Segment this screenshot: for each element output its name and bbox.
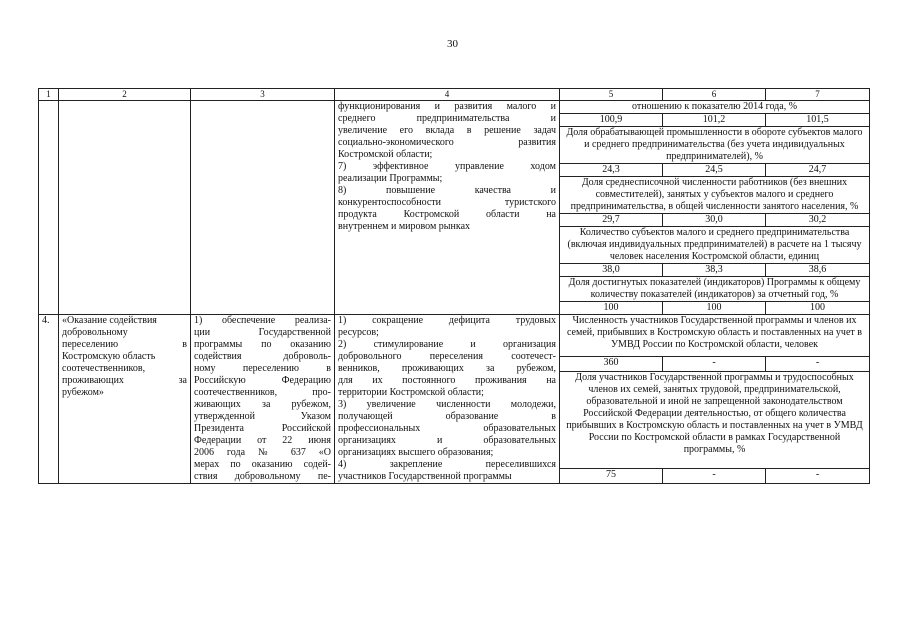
indicator-value: 30,0 xyxy=(663,214,766,227)
indicator-value: - xyxy=(766,357,870,372)
task-line: функционирования и развития малого и xyxy=(338,101,556,112)
task-line: продукта Костромской области на xyxy=(338,209,556,220)
indicator-value: 75 xyxy=(560,469,663,484)
indicator-value: 101,2 xyxy=(663,114,766,127)
subprogram-line: проживающих за xyxy=(62,375,187,386)
col-number: 5 xyxy=(560,89,663,101)
col-number: 7 xyxy=(766,89,870,101)
indicator-value: 100 xyxy=(663,302,766,315)
row-number-cell: 4. xyxy=(39,315,59,484)
goal-line: Федерации от 22 июня xyxy=(194,435,331,446)
indicator-value: - xyxy=(663,469,766,484)
goal-line: ствия добровольному пе- xyxy=(194,471,331,482)
task-line: внутреннем и мировом рынках xyxy=(338,221,471,232)
indicator-label: Доля обрабатывающей промышленности в обороте субъектов малого и среднего предпринимательства (без учета индивидуальных предпринимателей), % xyxy=(560,127,870,164)
indicator-value: 30,2 xyxy=(766,214,870,227)
indicator-value: 100,9 xyxy=(560,114,663,127)
goal-line: соотечественников, про- xyxy=(194,387,331,398)
indicator-label: Доля достигнутых показателей (индикаторов) Программы к общему количеству показателей (индикаторов) за отчетный год, % xyxy=(560,277,870,302)
row-number-cell xyxy=(39,101,59,315)
indicator-value: 100 xyxy=(766,302,870,315)
task-line: для их постоянного проживания на xyxy=(338,375,556,386)
program-table xyxy=(38,88,870,484)
task-line: 4) закрепление переселившихся xyxy=(338,459,556,470)
subprogram-name-cell xyxy=(59,315,191,484)
table-row xyxy=(39,101,870,114)
task-line: организациях высшего образования; xyxy=(338,447,494,458)
goal-cell xyxy=(191,315,335,484)
task-line: 8) повышение качества и xyxy=(338,185,556,196)
col-number: 3 xyxy=(191,89,335,101)
indicator-value: 101,5 xyxy=(766,114,870,127)
task-line: 2) стимулирование и организация xyxy=(338,339,556,350)
page-number: 30 xyxy=(447,38,458,50)
task-line: добровольного переселения соотечест- xyxy=(338,351,556,362)
goal-line: мерах по оказанию содей- xyxy=(194,459,331,470)
goal-line: Президента Российской xyxy=(194,423,331,434)
indicator-label: отношению к показателю 2014 года, % xyxy=(560,101,870,114)
task-line: увеличение его вклада в решение задач xyxy=(338,125,556,136)
goal-line: утвержденной Указом xyxy=(194,411,331,422)
goal-line: ции Государственной xyxy=(194,327,331,338)
col-number: 1 xyxy=(39,89,59,101)
task-line: ресурсов; xyxy=(338,327,379,338)
indicator-label: Количество субъектов малого и среднего предпринимательства (включая индивидуальных предпринимателей) в расчете на 1 тысячу человек населения Костромской области, единиц xyxy=(560,227,870,264)
task-line: венников, проживающих за рубежом, xyxy=(338,363,556,374)
goal-line: 2006 года № 637 «О xyxy=(194,447,331,458)
table-row xyxy=(39,315,870,357)
task-line: организациях и образовательных xyxy=(338,435,556,446)
indicator-label: Доля среднесписочной численности работников (без внешних совместителей), занятых у субъектов малого и среднего предпринимательства, в общей численности занятого населения, % xyxy=(560,177,870,214)
indicator-value: 38,0 xyxy=(560,264,663,277)
tasks-cell xyxy=(335,101,560,315)
indicator-value: 29,7 xyxy=(560,214,663,227)
goal-line: ному переселению в xyxy=(194,363,331,374)
goal-cell xyxy=(191,101,335,315)
task-line: реализации Программы; xyxy=(338,173,443,184)
subprogram-line: переселению в xyxy=(62,339,187,350)
indicator-value: 360 xyxy=(560,357,663,372)
task-line: 7) эффективное управление ходом xyxy=(338,161,556,172)
goal-line: содействия доброволь- xyxy=(194,351,331,362)
goal-line: живающих за рубежом, xyxy=(194,399,331,410)
subprogram-line: «Оказание содействия xyxy=(62,315,157,326)
task-line: профессиональных образовательных xyxy=(338,423,556,434)
task-line: конкурентоспособности туристского xyxy=(338,197,556,208)
task-line: получающей образование в xyxy=(338,411,556,422)
col-number: 2 xyxy=(59,89,191,101)
subprogram-name-cell xyxy=(59,101,191,315)
goal-line: 1) обеспечение реализа- xyxy=(194,315,331,326)
task-line: 1) сокращение дефицита трудовых xyxy=(338,315,556,326)
indicator-label: Доля участников Государственной программы и трудоспособных членов их семей, занятых трудовой, предпринимательской, образовательной и иной не запрещенной законодательством Российской Федерации деятельностью, от общего количества прибывших в Костромскую область и поставленных на учет в УМВД России по Костромской области в рамках Государственной программы, % xyxy=(560,372,870,469)
indicator-value: 38,6 xyxy=(766,264,870,277)
task-line: среднего предпринимательства и xyxy=(338,113,556,124)
indicator-value: - xyxy=(766,469,870,484)
indicator-value: - xyxy=(663,357,766,372)
column-number-row xyxy=(39,89,870,101)
task-line: территории Костромской области; xyxy=(338,387,484,398)
subprogram-line: соотечественников, xyxy=(62,363,146,374)
col-number: 6 xyxy=(663,89,766,101)
tasks-cell xyxy=(335,315,560,484)
task-line: Костромской области; xyxy=(338,149,433,160)
indicator-value: 24,3 xyxy=(560,164,663,177)
task-line: социально-экономического развития xyxy=(338,137,556,148)
task-line: участников Государственной программы xyxy=(338,471,512,482)
indicator-value: 24,7 xyxy=(766,164,870,177)
goal-line: программы по оказанию xyxy=(194,339,331,350)
indicator-value: 38,3 xyxy=(663,264,766,277)
indicator-value: 100 xyxy=(560,302,663,315)
subprogram-line: рубежом» xyxy=(62,387,104,398)
indicator-label: Численность участников Государственной программы и членов их семей, прибывших в Костромскую область и поставленных на учет в УМВД России по Костромской области, человек xyxy=(560,315,870,357)
subprogram-line: Костромскую область xyxy=(62,351,156,362)
task-line: 3) увеличение численности молодежи, xyxy=(338,399,556,410)
col-number: 4 xyxy=(335,89,560,101)
goal-line: Российскую Федерацию xyxy=(194,375,331,386)
indicator-value: 24,5 xyxy=(663,164,766,177)
subprogram-line: добровольному xyxy=(62,327,128,338)
